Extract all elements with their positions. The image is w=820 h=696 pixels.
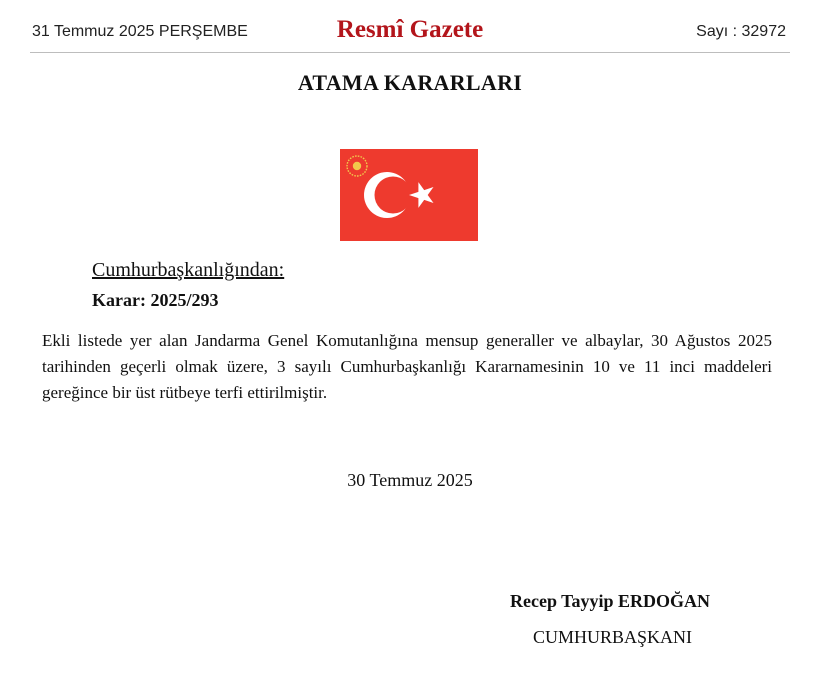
decision-label: Karar:	[92, 290, 146, 310]
issuing-authority: Cumhurbaşkanlığından:	[92, 259, 285, 281]
document-date: 30 Temmuz 2025	[347, 470, 473, 490]
turkish-flag-icon	[340, 149, 478, 241]
decision-number: 2025/293	[150, 290, 219, 310]
signatory-title: CUMHURBAŞKANI	[533, 627, 693, 647]
publication-date: 31 Temmuz 2025 PERŞEMBE	[32, 23, 248, 40]
decision-line	[92, 290, 219, 311]
decision-body: Ekli listede yer alan Jandarma Genel Komutanlığına mensup generaller ve albaylar, 30 Ağustos 2025 tarihinden geçerli olmak üzere, 3 sayılı Cumhurbaşkanlığı Kararnamesinin 10 ve 11 inci maddeleri gereğince bir üst rütbeye terfi ettirilmiştir.	[42, 331, 772, 402]
issue-number: Sayı : 32972	[696, 23, 786, 40]
gazette-title: Resmî Gazete	[336, 16, 484, 43]
signatory-name: Recep Tayyip ERDOĞAN	[510, 591, 711, 611]
gazette-header	[30, 16, 790, 53]
section-title: ATAMA KARARLARI	[297, 70, 523, 95]
